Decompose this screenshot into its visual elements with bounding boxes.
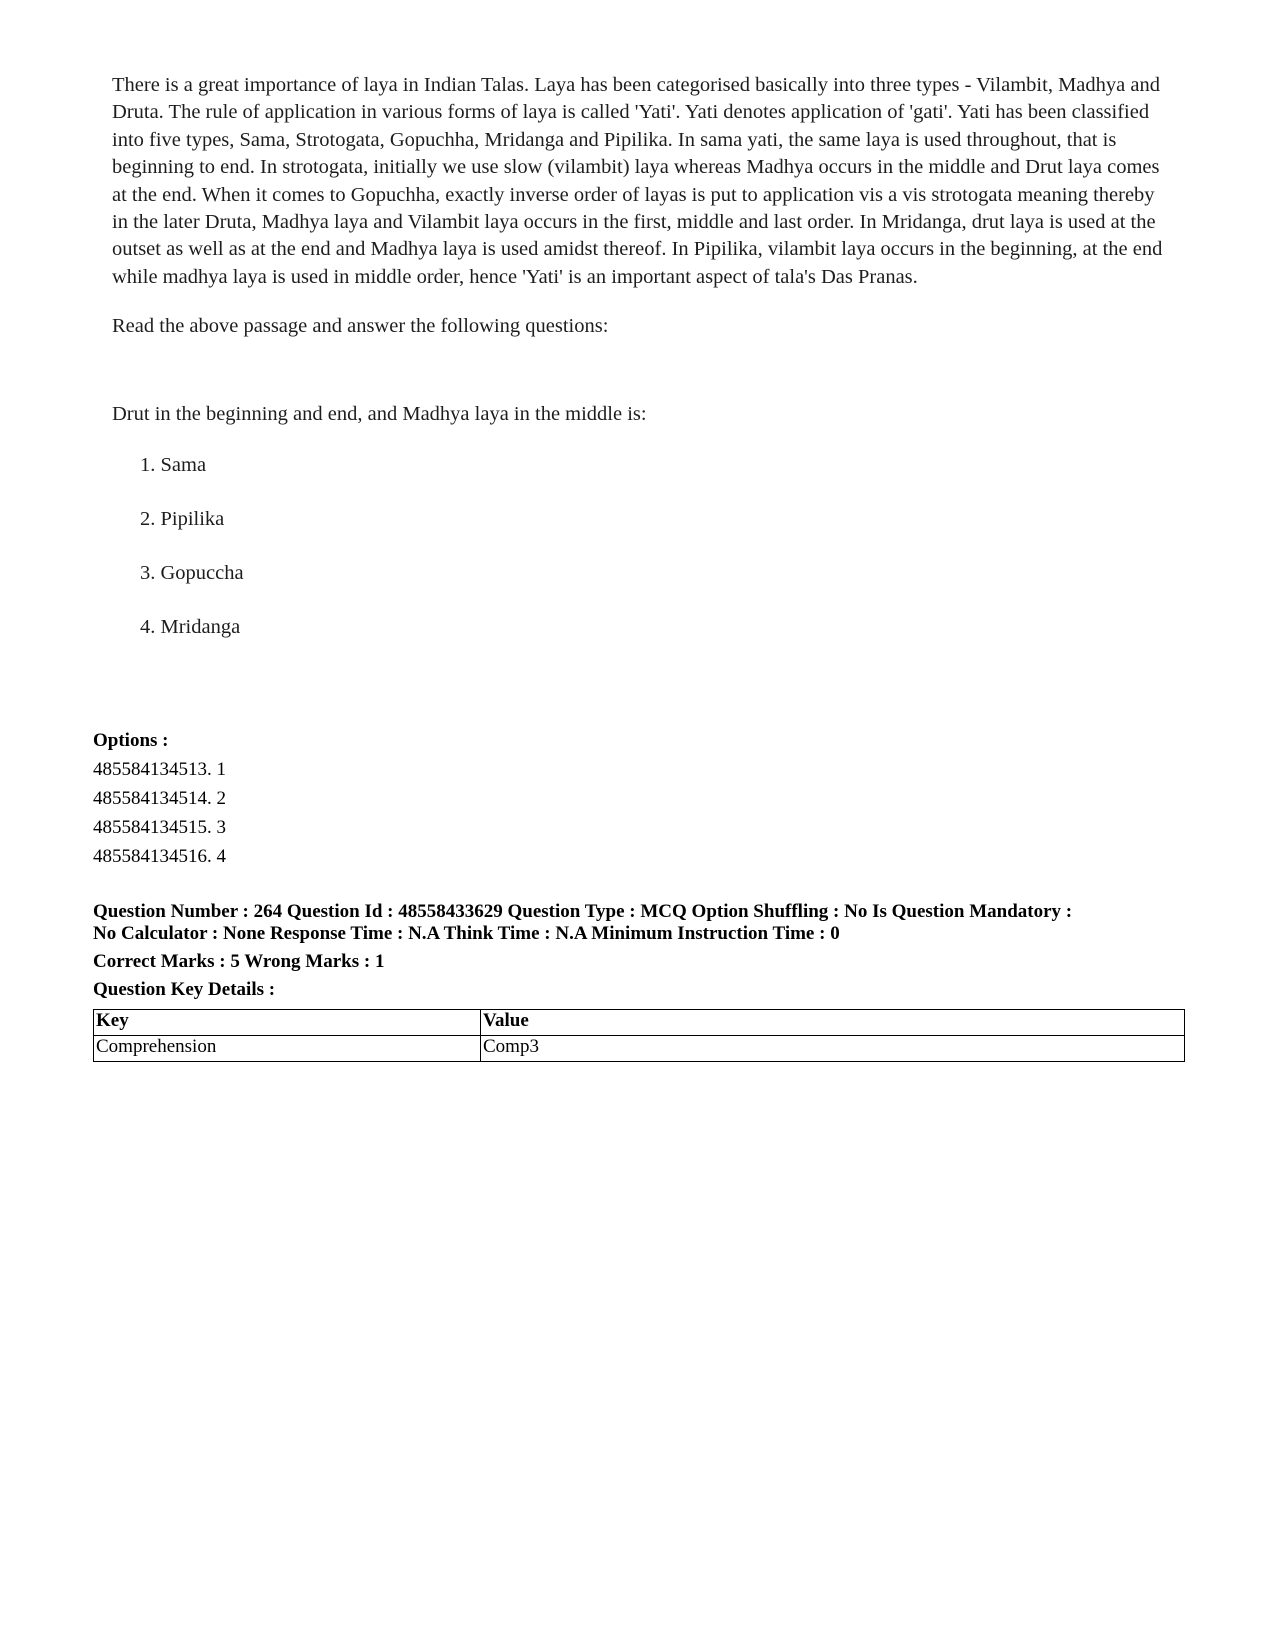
table-header-row (94, 1010, 1185, 1036)
key-details-heading: Question Key Details : (93, 979, 276, 1000)
option-row: 485584134516. 4 (93, 846, 226, 867)
option-row: 485584134514. 2 (93, 788, 226, 809)
choice-item: 4. Mridanga (140, 616, 241, 639)
marks-line: Correct Marks : 5 Wrong Marks : 1 (93, 951, 385, 972)
option-row: 485584134513. 1 (93, 759, 226, 780)
table-cell-value: Comp3 (481, 1036, 1185, 1062)
passage-paragraph: There is a great importance of laya in Indian Talas. Laya has been categorised basically into three types - Vilambit, Madhya and Druta. The rule of application in various forms of laya is called 'Yati'. Yati denotes application of 'gati'. Yati has been classified into five types, Sama, Strotogata, Gopuchha, Mridanga and Pipilika. In sama yati, the same laya is used throughout, that is beginning to end. In strotogata, initially we use slow (vilambit) laya whereas Madhya occurs in the middle and Drut laya comes at the end. When it comes to Gopuchha, exactly inverse order of layas is put to application vis a vis strotogata meaning thereby in the later Druta, Madhya laya and Vilambit laya occurs in the first, middle and last order. In Mridanga, drut laya is used at the outset as well as at the end and Madhya laya is used amidst thereof. In Pipilika, vilambit laya occurs in the beginning, at the end while madhya laya is used in middle order, hence 'Yati' is an important aspect of tala's Das Pranas. (112, 74, 1163, 288)
choice-item: 2. Pipilika (140, 508, 225, 531)
choice-list (112, 452, 1172, 641)
options-section (93, 726, 226, 871)
choice-item: 1. Sama (140, 454, 207, 477)
table-cell-key: Comprehension (94, 1036, 481, 1062)
meta-line-2: No Calculator : None Response Time : N.A Think Time : N.A Minimum Instruction Time : 0 (93, 923, 840, 944)
table-row (94, 1036, 1185, 1062)
question-text: Drut in the beginning and end, and Madhya laya in the middle is: (112, 402, 647, 425)
option-row: 485584134515. 3 (93, 817, 226, 838)
choice-item: 3. Gopuccha (140, 562, 244, 585)
passage-image (112, 72, 1172, 668)
question-meta (93, 901, 1198, 1001)
meta-line-1: Question Number : 264 Question Id : 48558433629 Question Type : MCQ Option Shuffling : No Is Question Mandatory : (93, 901, 1073, 922)
passage-instruction: Read the above passage and answer the following questions: (112, 315, 609, 338)
table-header-key: Key (94, 1010, 481, 1036)
table-header-value: Value (481, 1010, 1185, 1036)
key-details-table (93, 1009, 1185, 1062)
options-heading: Options : (93, 730, 169, 751)
